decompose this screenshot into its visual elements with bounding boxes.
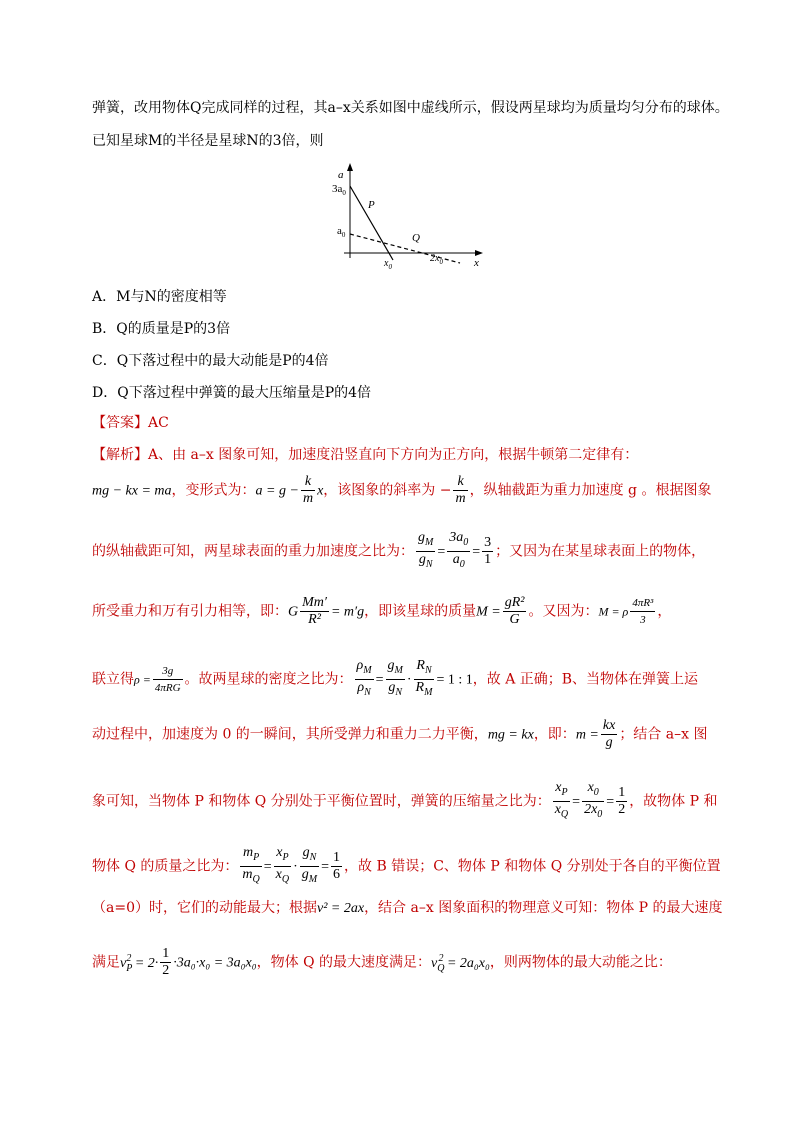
solution-line-8: 物体 Q 的质量之比为： $\frac{m_P}{m_Q}$ = $\frac{x_P}{x_Q}$ · $\frac{g_N}{g_M}$ = $\frac{1}{6}$ ，故 B 错误；C、物体 P 和物体 Q 分别处于各自的平衡位置: [92, 845, 721, 885]
option-C: C．Q下落过程中的最大动能是P的4倍: [92, 353, 329, 369]
option-B: B．Q的质量是P的3倍: [92, 321, 231, 337]
label-a0: $a_0$: [337, 225, 346, 239]
solution-line-2: mg − kx = ma，变形式为：a = g − $\frac{k}{m}$ x，该图象的斜率为 − $\frac{k}{m}$ ，纵轴截距为重力加速度 g 。根据图象: [92, 474, 712, 506]
solution-line-5: 联立得ρ = $\frac{3g}{\text{4πRG}}$ 。故两星球的密度之比为： $\frac{\rho_M}{\rho_N}$ = $\frac{g_M}{g_N}$ · $\frac{R_N}{R_M}$ = 1 : 1，故 A 正确；B、当物体在弹簧上运: [92, 658, 699, 698]
label-P: P: [368, 199, 375, 211]
solution-line-7: 象可知，当物体 P 和物体 Q 分别处于平衡位置时，弹簧的压缩量之比为： $\frac{x_P}{x_Q}$ = $\frac{x_0}{2x_0}$ = $\frac{1}{2}$ ，故物体 P 和: [92, 780, 718, 820]
x-axis-label: x: [474, 257, 479, 269]
label-2x0: $2x_0$: [430, 253, 443, 266]
question-line-1: 弹簧，改用物体Q完成同样的过程，其a–x关系如图中虚线所示，假设两星球均为质量均匀分布的球体。: [92, 100, 729, 116]
question-line-2: 已知星球M的半径是星球N的3倍，则: [92, 133, 324, 149]
label-Q: Q: [412, 232, 420, 244]
line-P: [350, 186, 393, 260]
solution-prefix: 【解析】: [92, 447, 148, 463]
label-x0: $x_0$: [384, 258, 392, 270]
line-Q: [350, 234, 460, 263]
a-axis-arrow: [347, 163, 353, 171]
a-x-graph: [330, 158, 490, 270]
solution-line-10: 满足$v_P^2 = 2\cdot$ $\frac{1}{2}$ ·3a₀·x₀ = 3a₀x₀，物体 Q 的最大速度满足：$v_Q^2 = 2a_0x_0$，则两物体的最大动能之比：: [92, 946, 672, 978]
solution-line-6: 动过程中，加速度为 0 的一瞬间，其所受弹力和重力二力平衡，mg = kx，即：m = $\frac{kx}{g}$ ；结合 a–x 图: [92, 718, 708, 750]
option-D: D．Q下落过程中弹簧的最大压缩量是P的4倍: [92, 385, 372, 401]
solution-line-1: 【解析】A、由 a–x 图象可知，加速度沿竖直向下方向为正方向，根据牛顿第二定律有：: [92, 447, 639, 463]
label-3a0: $3a_0$: [332, 183, 346, 197]
x-axis-arrow: [475, 250, 483, 256]
solution-line-9: （a=0）时，它们的动能最大；根据v² = 2ax，结合 a–x 图象面积的物理意义可知：物体 P 的最大速度: [92, 900, 723, 916]
solution-line-3: 的纵轴截距可知，两星球表面的重力加速度之比为： $\frac{g_M}{g_N}$ = $\frac{3a_0}{a_0}$ = $\frac{3}{1}$ ；又因为在某星球表面上的物体，: [92, 530, 706, 570]
a-axis-label: a: [338, 169, 344, 181]
option-A: A．M与N的密度相等: [92, 289, 227, 305]
answer: 【答案】AC: [92, 415, 169, 431]
solution-line-4: 所受重力和万有引力相等，即：G $\frac{Mm'}{\text{R²}}$ = m′g，即该星球的质量M = $\frac{\text{gR²}}{G}$ 。又因为：M = ρ $\frac{\text{4πR³}}{3}$ ，: [92, 595, 672, 627]
